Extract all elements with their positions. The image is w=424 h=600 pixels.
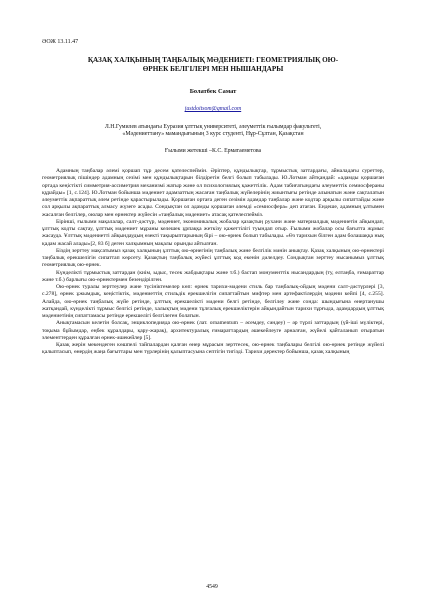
- paragraph: Біздің зерттеу мақсатымыз қазақ халқының ұлттық ою-өрнегінің таңбалық және белгілік мәнін анықтау. Қазақ халқының ою-өрнектері таңбалық ерекшелігін сипаттап көрсету. Қазақтың таңбалық жүйесі ұлттық код екенін дәлелдеу. Сондықтан зерттеу нысанымыз ұлттық геометриялық ою-өрнек.: [42, 247, 384, 269]
- paragraph: Бірінші, ғылыми мақалалар, салт-дәстүр, мәдениет, экономикалық жобалар қазақтың рухани және материалдық мәдениетін айқындап, ұлттық кодты сақтау, ұлттық мәдениет мұраны келешек ұрпаққа жеткізу қажеттілігі туындап отыр. Ғылыми жобалар осы бағытта жұмыс жасауда. Ұлттық мәдениетті айқындаудың өзекті тақырыптарының бірі – ою-өрнек болып табылады. «Өз тарихын білген адам болашаққа нық қадам жасай алады»[2, 83 б] деген халқымның мақалы орынды айтылған.: [42, 218, 384, 247]
- page-number: 4549: [206, 584, 218, 590]
- paragraph: Қазақ жерін мекендеген көшпелі тайпалардан қалған өнер мұрасын зерттесек, ою-өрнек таңбалары белгілі ою-өрнек ретінде жүйелі қалыптасып, өнердің жаңа бағыттары мен түрлерінің қалыптасуына септігін тигізді. Тарихи деректер бойынша, қазақ халқының: [42, 342, 384, 356]
- title-line: ӨРНЕК БЕЛГІЛЕРІ МЕН НЫШАНДАРЫ: [142, 65, 284, 73]
- paragraph: Анықтамасын келетін болсақ, энциклопедияда ою-өрнек (лат. ornamentum – әсемдеу, сәндеу) – әр түрлі заттардың (үй-ішi мүліктері, тоқыма бұйымдар, еңбек құралдары, қару-жарақ), архитектуралық ғимараттардың әшекейлеуге арналған, жүйелі қайталанып отыратын элементтерден құралған өрнек-әшекейлер [5].: [42, 320, 384, 341]
- udc-code: ӘОЖ 13.11.47: [42, 39, 79, 45]
- paper-title: [42, 56, 384, 74]
- body-text: [42, 168, 384, 357]
- author-name: Болатбек Самат: [189, 88, 237, 95]
- title-line: ҚАЗАҚ ХАЛҚЫНЫҢ ТАҢБАЛЫҚ МӘДЕНИЕТІ: ГЕОМЕТРИЯЛЫҚ ОЮ-: [87, 56, 339, 64]
- affiliation-line: Л.Н.Гумилев атындағы Еуразия ұлттық университеті, әлеуметтік ғылымдар факультеті,: [104, 124, 322, 130]
- paragraph: Адамның таңбалар әлемі қоршап тұр десем қателеспеймін. Әріптер, құндылықтар, тұрмыстық заттардағы, айналадағы суреттер, геометриялық пішіндер адамның сезімі мен құндылықтарын білдіретін белгі болып табылады. Ю.Лотман айтқандай: «адамды қоршаған ортада кеңістікті симметрия-ассиметрия механизмі жатыр және ол психологиялық қажеттілік. Адам табиғатындағы әлеуметтік семиосфераны құрайды» [1, с.124]. Ю.Лотман бойынша мәдениет адамзаттың жасаған таңбалық жүйелерінің жиынтығы ретінде алынатын және сақталатын әлеуметтік ақпараттық әлем ретінде қарастырылады. Қоршаған ортаға деген сезімін адамдар таңбалар және кодтар арқылы сипаттайды және сол арқылы ақпараттық алмасу жүзеге асады. Сондықтан ол адамды қоршаған әлемді «семиосфера» деп атаған. Ендеше, адамның ұлтымен жасалған белгілер, оюлар мен өрнектер жүйесін «таңбалық мәдениет» атасақ қателеспейміз.: [42, 168, 384, 218]
- paragraph: Ою-өрнек туралы зерттеулер және түсініктемелер көп: өрнек тарихи-мәдени стиль бар таңбалық-ойдың мәдени салт-дәстүрлері [3, с.278], өрнек ұжымдық, кеңістіктік, мәдениеттің стильдік ерекшелігін сипаттайтын мифтер мен артефактілердің мәдени кейпі [4, с.255]. Алайда, ою-өрнек таңбалық жүйе ретінде, ұлттық ерекшелікті мәдени белгі ретінде, белгілеу және сонда: шындығына өнертанушы жатқандай, күнделікті тұрмыс белгісі ретінде, халықтың мәдени тұлғалық ерекшеліктерін айқындайтын тарихи тұрғыда, адамдардың ұлттық мәдениетінің сипаттамасы ретінде ерекшелігі белгілеген болатын.: [42, 284, 384, 320]
- affiliation-line: «Мәдениеттану» мамандығының 3 курс студенті, Нұр-Сұлтан, Қазақстан: [122, 131, 304, 138]
- scientific-advisor: Ғылыми жетекші –К.С. Ерматаеметова: [164, 147, 262, 154]
- author-email-link[interactable]: justdoitsom@gmail.com: [184, 106, 242, 112]
- affiliation: [42, 124, 384, 139]
- paragraph: Күнделікті тұрмыстық заттардан (киім, ыдыс, тесек жабдықтары және т.б.) бастап монументтік нысандардың (ту, елтаңба, ғимараттар және т.б.) барлығы ою-өрнектермен безендірілген.: [42, 269, 384, 283]
